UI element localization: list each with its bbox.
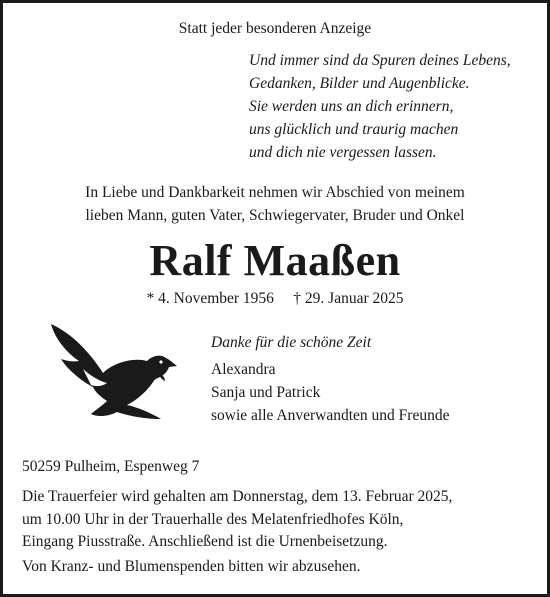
mourners-list xyxy=(211,358,449,427)
mourner: Sanja und Patrick xyxy=(211,384,321,401)
address: 50259 Pulheim, Espenweg 7 xyxy=(22,458,200,475)
ceremony-line: Eingang Piusstraße. Anschließend ist die Urnenbeisetzung. xyxy=(22,533,388,550)
ceremony-line: um 10.00 Uhr in der Trauerhalle des Melatenfriedhofes Köln, xyxy=(22,510,404,528)
poem-line: und dich nie vergessen lassen. xyxy=(249,144,437,161)
mourner: Alexandra xyxy=(211,361,276,378)
thanks-line: Danke für die schöne Zeit xyxy=(211,334,372,351)
intro-line: In Liebe und Dankbarkeit nehmen wir Abschied von meinem xyxy=(85,184,465,201)
mourner: sowie alle Anverwandten und Freunde xyxy=(211,407,450,424)
header-text: Statt jeder besonderen Anzeige xyxy=(178,20,372,37)
poem-line: Gedanken, Bilder und Augenblicke. xyxy=(249,75,470,92)
poem-line: uns glücklich und traurig machen xyxy=(249,121,459,138)
deceased-name: Ralf Maaßen xyxy=(149,236,401,285)
intro-text xyxy=(3,181,547,227)
ceremony-line: Die Trauerfeier wird gehalten am Donnerstag, dem 13. Februar 2025, xyxy=(22,488,453,505)
donation-request: Von Kranz- und Blumenspenden bitten wir abzusehen. xyxy=(22,557,361,575)
poem-line: Sie werden uns an dich erinnern, xyxy=(249,98,454,115)
poem xyxy=(249,49,511,164)
intro-line: lieben Mann, guten Vater, Schwiegervater, Bruder und Onkel xyxy=(85,207,465,224)
ceremony-details xyxy=(22,486,452,578)
dove-icon xyxy=(43,321,193,421)
life-dates: * 4. November 1956 † 29. Januar 2025 xyxy=(146,290,404,307)
poem-line: Und immer sind da Spuren deines Lebens, xyxy=(249,52,511,69)
